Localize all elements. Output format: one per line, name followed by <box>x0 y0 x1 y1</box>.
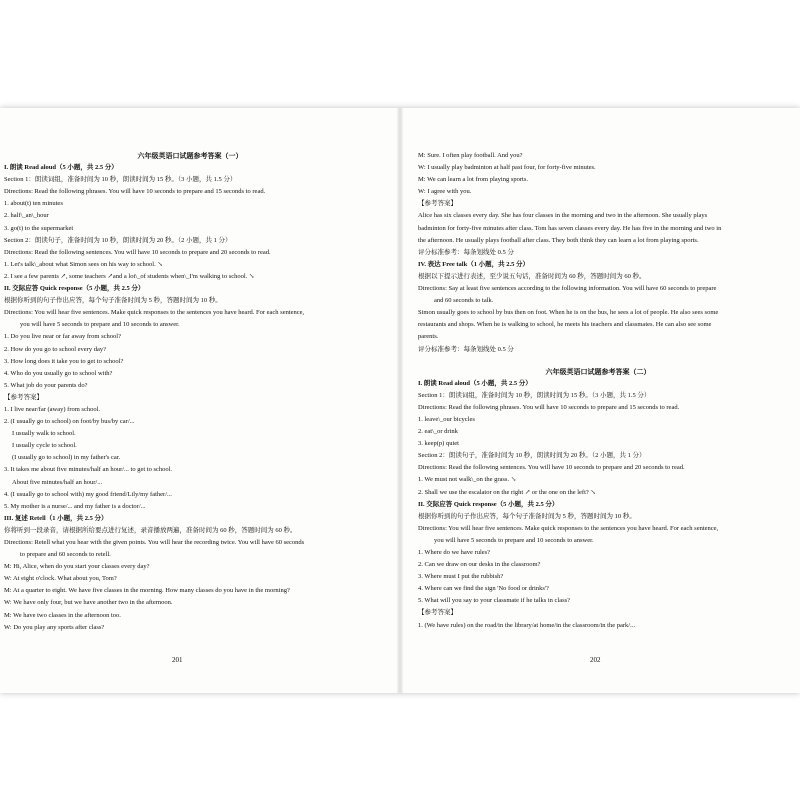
text-line: 1. Do you live near or far away from school? <box>4 333 121 341</box>
text-line: 根据你听到的句子作出应答，每个句子准备时间为 5 秒，答题时间为 10 秒。 <box>4 297 222 305</box>
text-line: W: Do you play any sports after class? <box>4 623 105 631</box>
text-line: W: I agree with you. <box>418 188 472 196</box>
text-line: About five minutes/half an hour/... <box>12 478 103 486</box>
text-line: 4. (I usually go to school with) my good friend/Lily/my father/... <box>4 490 172 498</box>
section-heading: III. 复述 Retell（1 小题，共 2.5 分） <box>4 514 108 522</box>
text-line: M: We have two classes in the afternoon too. <box>4 611 121 619</box>
text-line: 1. Let's talk\_about what Simon sees on his way to school. ↘ <box>4 260 163 268</box>
text-line: M: Hi, Alice, when do you start your classes every day? <box>4 563 150 571</box>
text-line: 【参考答案】 <box>418 200 457 208</box>
text-line: 5. What job do your parents do? <box>4 381 88 389</box>
text-line: Section 2：朗读句子，准备时间为 10 秒，朗读时间为 20 秒。（2 小题，共 1 分） <box>4 236 232 244</box>
text-line: 3. keep(p) quiet <box>418 440 459 448</box>
text-line: and 60 seconds to talk. <box>434 297 494 305</box>
text-line: W: We have only four, but we have another two in the afternoon. <box>4 599 173 607</box>
text-line: 4. Where can we find the sign 'No food or drinks'? <box>418 585 549 593</box>
text-line: M: Sure. I often play football. And you? <box>418 152 523 159</box>
text-line: Directions: Say at least five sentences according to the following information. You will have 60 seconds to prepare <box>418 285 717 293</box>
text-line: M: We can learn a lot from playing sports. <box>418 176 529 184</box>
text-line: 2. half\_an\_hour <box>4 212 49 220</box>
text-line: 1. Where do we have rules? <box>418 549 491 556</box>
text-line: 3. It takes me about five minutes/half an hour/... to get to school. <box>4 466 173 474</box>
section-heading: I. 朗读 Read aloud（5 小题，共 2.5 分） <box>4 164 118 172</box>
text-line: Section 1：朗读词组，准备时间为 10 秒，朗读时间为 15 秒。（3 小题，共 1.5 分） <box>4 176 237 184</box>
text-line: you will have 5 seconds to prepare and 10 seconds to answer. <box>434 536 594 544</box>
text-line: you will have 5 seconds to prepare and 10 seconds to answer. <box>20 321 180 329</box>
book-gutter <box>397 108 403 693</box>
text-line: 2. (I usually go to school) on foot/by bus/by car/... <box>4 418 135 426</box>
section-heading: II. 交际应答 Quick response（5 小题，共 2.5 分） <box>4 285 145 293</box>
text-line: Alice has six classes every day. She has four classes in the morning and two in the afternoon. She usually plays <box>418 212 708 220</box>
text-line: 3. How long does it take you to get to school? <box>4 357 124 365</box>
page-number-right: 202 <box>590 656 601 664</box>
text-line: I usually walk to school. <box>12 430 76 438</box>
section-heading: I. 朗读 Read aloud（5 小题，共 2.5 分） <box>418 379 532 387</box>
text-line: 3. Where must I put the rubbish? <box>418 573 504 581</box>
answer-title: 六年级英语口试题参考答案（一） <box>137 152 243 160</box>
text-line: (I usually go to school) in my father's car. <box>12 454 121 462</box>
text-line: 2. I see a few parents ↗, some teachers ↗and a lot\_of students when\_I'm walking to school. ↘ <box>4 272 255 280</box>
page-number-left: 201 <box>172 656 183 664</box>
text-line: 4. Who do you usually go to school with? <box>4 369 113 377</box>
text-line: badminton for forty-five minutes after class. Tom has seven classes every day. He has five in the morning and two in <box>418 224 722 232</box>
text-line: 【参考答案】 <box>4 393 43 401</box>
text-line: 根据你听到的句子作出应答，每个句子准备时间为 5 秒，答题时间为 10 秒。 <box>418 512 636 520</box>
section-heading: II. 交际应答 Quick response（5 小题，共 2.5 分） <box>418 500 559 508</box>
text-line: Directions: You will hear five sentences. Make quick responses to the sentences you have heard. For each sentence, <box>4 309 305 317</box>
text-line: 5. What will you say to your classmate if he talks in class? <box>418 597 571 605</box>
text-line: 1. leave\_our bicycles <box>418 415 475 423</box>
text-line: 1. I live near/far (away) from school. <box>4 405 101 413</box>
text-line: M: At a quarter to eight. We have five classes in the morning. How many classes do you have in the morning? <box>4 587 290 595</box>
text-line: 2. eat\_or drink <box>418 428 458 436</box>
section-heading: IV. 表达 Free talk（1 小题，共 2.5 分） <box>418 260 529 268</box>
text-line: Directions: Read the following phrases. You will have 10 seconds to prepare and 15 seconds to read. <box>4 188 266 196</box>
text-line: 评分标准参考：每条划线处 0.5 分 <box>418 248 514 256</box>
text-line <box>418 356 778 366</box>
text-line: Directions: Read the following phrases. You will have 10 seconds to prepare and 15 seconds to read. <box>418 403 680 411</box>
text-line: the afternoon. He usually plays football after class. They both think they can learn a lot from playing sports. <box>418 236 699 244</box>
text-line: 5. My mother is a nurse/... and my father is a doctor/... <box>4 502 146 510</box>
text-line: 1. (We have rules) on the road/in the library/at home/in the classroom/in the park/... <box>418 621 635 629</box>
text-line: 评分标准参考：每条划线处 0.5 分 <box>418 345 514 353</box>
text-line: Directions: You will hear five sentences. Make quick responses to the sentences you have heard. For each sentence, <box>418 524 719 532</box>
left-page <box>4 150 376 634</box>
text-line: W: I usually play badminton at half past four, for forty-five minutes. <box>418 164 596 172</box>
text-line: parents. <box>418 333 439 341</box>
right-page <box>418 150 778 632</box>
text-line: W: At eight o'clock. What about you, Tom? <box>4 575 117 583</box>
answer-title: 六年级英语口试题参考答案（二） <box>545 367 651 376</box>
text-line: restaurants and shops. When he is walking to school, he meets his teachers and classmates. He can also see some <box>418 321 712 329</box>
text-line: Section 2：朗读句子，准备时间为 10 秒，朗读时间为 20 秒。（2 小题，共 1 分） <box>418 452 646 460</box>
text-line: I usually cycle to school. <box>12 442 77 450</box>
text-line: 你将听到一段录音，请根据所给要点进行复述，录音播放两遍，准备时间为 60 秒，答题时间为 60 秒。 <box>4 526 297 534</box>
text-line: Directions: Read the following sentences. You will have 10 seconds to prepare and 20 seconds to read. <box>418 464 685 472</box>
text-line: Directions: Read the following sentences. You will have 10 seconds to prepare and 20 seconds to read. <box>4 248 271 256</box>
text-line: 3. go(t) to the supermarket <box>4 224 74 232</box>
text-line: 2. How do you go to school every day? <box>4 345 106 353</box>
text-line: 根据以下提示进行表述，至少说五句话，准备时间为 60 秒，答题时间为 60 秒。 <box>418 272 646 280</box>
text-line: 2. Can we draw on our desks in the classroom? <box>418 561 541 569</box>
text-line: to prepare and 60 seconds to retell. <box>20 551 111 559</box>
text-line: 1. We must not walk\_on the grass. ↘ <box>418 476 517 484</box>
text-line: Simon usually goes to school by bus then on foot. When he is on the bus, he sees a lot of people. He also sees some <box>418 309 719 317</box>
text-line: 1. about(t) ten minutes <box>4 200 63 208</box>
text-line: Section 1：朗读词组，准备时间为 10 秒，朗读时间为 15 秒。（3 小题，共 1.5 分） <box>418 391 651 399</box>
text-line: 2. Shall we use the escalator on the right ↗ or the one on the left? ↘ <box>418 488 596 496</box>
text-line: 【参考答案】 <box>418 609 457 617</box>
text-line: Directions: Retell what you hear with the given points. You will hear the recording twice. You will have 60 seconds <box>4 539 305 546</box>
